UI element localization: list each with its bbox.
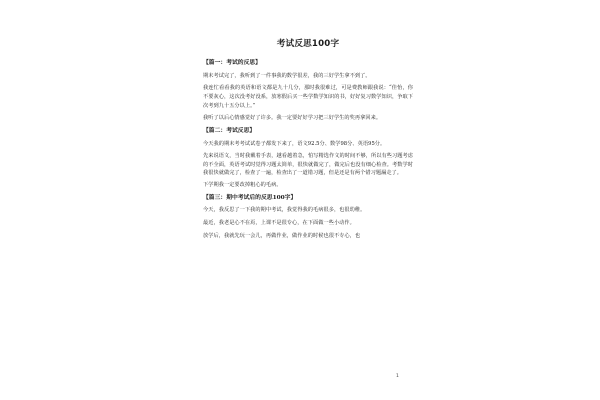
section-heading-1: 【篇一：考试的反思】 (203, 60, 261, 66)
section-2-paragraph-1: 今天我的期末考考试试卷子都发下来了，语文92.5分、数学98分、英语95分。 (203, 140, 386, 147)
section-1-paragraph-1: 期末考试完了，我听到了一件事我的数学很差，我的三好学生拿不到了。 (203, 72, 371, 79)
section-1-paragraph-2: 我连忙看看我的英语和语文都是九十几分，那时我很难过，可是费教师跟我说：“佳怡，你不要灰心，这次没考好没系，放寒假后买一些学数学知识的书，好好复习数学知识，争取下次考到九十五分以上。” (203, 85, 413, 109)
section-3-paragraph-3: 放学后，我就先玩一会儿，再做作业，做作业的时候也很不专心，也 (203, 232, 361, 239)
section-2-paragraph-2: 先来说语文，当时我戴着手表，越看越着急，怕写精选作文的时间不够，所以有些习题考虑的不全面，英语考试时觉得习题太简单，很快就做完了，做完后也没有细心检查。考数学时我很快就做完了，检查了一遍，检查出了一道错习题，但是还是有两个错习题漏走了。 (203, 153, 413, 177)
section-2-paragraph-3: 下学期我一定要改掉粗心的毛病。 (203, 181, 282, 188)
section-heading-2: 【篇二：考试反思】 (203, 127, 256, 134)
section-3-paragraph-2: 最近，我老是心不在焉，上课不是很专心，在下面做一些小动作。 (203, 219, 355, 226)
section-1-paragraph-3: 我听了以后心情感觉好了许多。我一定要好好学习把三好学生的奖再拿回来。 (203, 115, 382, 122)
section-heading-3: 【篇三：期中考试后的反思100字】 (203, 194, 297, 201)
page-title: 考试反思100字 (276, 39, 340, 49)
section-3-paragraph-1: 今天，我反思了一下我的期中考试，我觉得我的毛病很多，也很幼稚。 (203, 207, 366, 214)
document-body (203, 38, 413, 244)
page-number: 1 (396, 374, 399, 379)
